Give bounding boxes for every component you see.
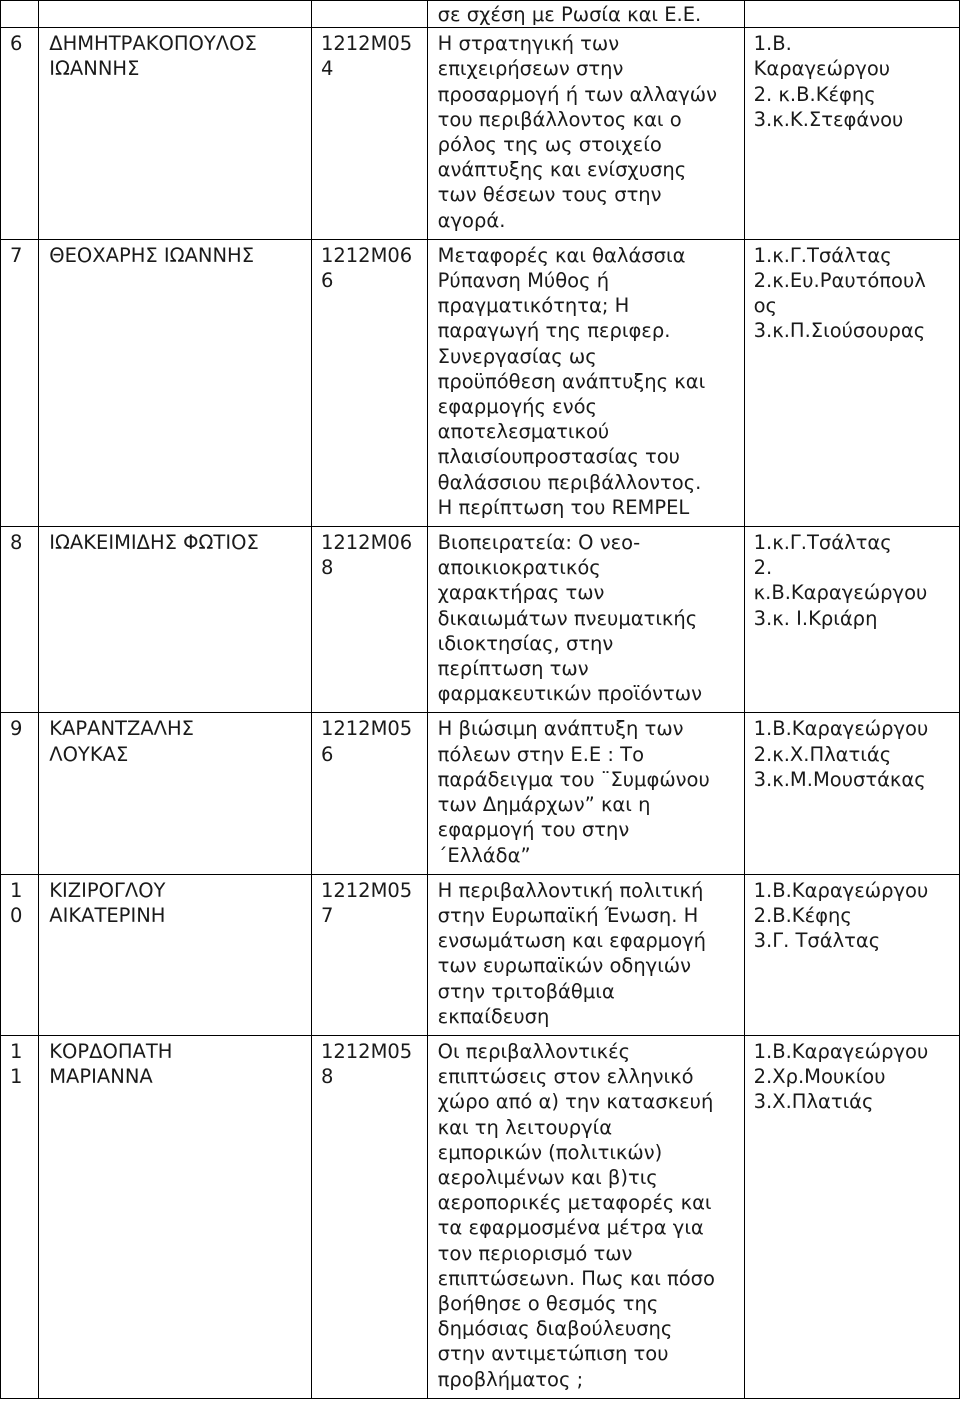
table-row (1, 239, 960, 526)
cell-text-line: 8 (320, 556, 334, 580)
cell-text-line: 3.Χ.Πλατιάς (753, 1090, 874, 1114)
cell-text-line: των θέσεων τους στην (437, 183, 662, 207)
cell-committee (744, 28, 959, 240)
cell-text-line: 2.Χρ.Μουκίου (753, 1065, 886, 1089)
cell-text-line: ος (753, 294, 778, 318)
table-row (1, 28, 960, 240)
cell-student-name (39, 874, 312, 1035)
cell-text-line: ΄Ελλάδα” (437, 843, 531, 867)
cell-text-line: δημόσιας διαβούλευσης (437, 1317, 673, 1341)
cell-number (1, 527, 39, 713)
cell-text-line: 1.κ.Γ.Τσάλτας (753, 243, 892, 267)
table-row (1, 713, 960, 874)
cell-text-line: 1 (10, 1039, 23, 1063)
cell-text-line: προσαρμογή ή των αλλαγών (437, 82, 717, 106)
cell-text-line: Η στρατηγική των (437, 32, 620, 56)
cell-text-line: επιπτώσεις στον ελληνικό (437, 1065, 694, 1089)
cell-text-line: 2. κ.Β.Κέφης (753, 82, 876, 106)
cell-text-line: χαρακτήρας των (437, 581, 605, 605)
cell-number (1, 28, 39, 240)
cell-text-line: 1212Μ05 (320, 32, 413, 56)
thesis-table-body (1, 1, 960, 1399)
cell-student-name (39, 28, 312, 240)
cell-student-code (311, 28, 427, 240)
cell-text-line: 1.Β.Καραγεώργου (753, 717, 929, 741)
cell-text-line: Η περιβαλλοντική πολιτική (437, 878, 704, 902)
cell-text-line: 3.κ.Κ.Στεφάνου (753, 107, 904, 131)
cell-text-line: αγορά. (437, 208, 506, 232)
cell-student-code (311, 713, 427, 874)
cell-text-line: αεροπορικές μεταφορές και (437, 1191, 712, 1215)
cell-text-line: παράδειγμα του ¨Συμφώνου (437, 767, 710, 791)
cell-text-line: 1.Β.Καραγεώργου (753, 1039, 929, 1063)
cell-thesis-title (427, 874, 744, 1035)
cell-text-line: αποτελεσματικού (437, 420, 610, 444)
cell-text-line: παραγωγή της περιφερ. (437, 319, 671, 343)
cell-text-line: προϋπόθεση ανάπτυξης και (437, 369, 706, 393)
cell-committee (744, 239, 959, 526)
cell-text-line: προβλήματος ; (437, 1367, 584, 1391)
cell-text-line: στην Ευρωπαϊκή Ένωση. Η (437, 903, 699, 927)
cell-text-line: του περιβάλλοντος και ο (437, 107, 682, 131)
cell-text-line: 2.κ.Ευ.Ραυτόπουλ (753, 269, 926, 293)
cell-committee (744, 527, 959, 713)
cell-text-line: 1212Μ06 (320, 531, 413, 555)
cell-text-line: ΚΑΡΑΝΤΖΑΛΗΣ (49, 717, 194, 741)
cell-text-line: 1212Μ06 (320, 243, 413, 267)
cell-committee (744, 874, 959, 1035)
cell-text-line: σε σχέση με Ρωσία και Ε.Ε. (437, 3, 702, 26)
cell-thesis-title (427, 1035, 744, 1398)
cell-text-line: 7 (10, 243, 23, 267)
cell-text-line: 2.κ.Χ.Πλατιάς (753, 742, 892, 766)
cell-student-name (39, 1035, 312, 1398)
cell-student-name (39, 713, 312, 874)
cell-text-line: 3.κ.Μ.Μουστάκας (753, 767, 926, 791)
cell-text-line: των Δημάρχων” και η (437, 793, 651, 817)
cell-text-line: Η περίπτωση του REMPEL (437, 495, 690, 519)
cell-text-line: 4 (320, 57, 334, 81)
cell-text-line: εκπαίδευση (437, 1004, 550, 1028)
cell-text-line: ΘΕΟΧΑΡΗΣ ΙΩΑΝΝΗΣ (49, 243, 255, 267)
cell-text-line: Μεταφορές και θαλάσσια (437, 243, 686, 267)
cell-text-line: αποικιοκρατικός (437, 556, 601, 580)
cell-text-line: Καραγεώργου (753, 57, 891, 81)
cell-text-line: Οι περιβαλλοντικές (437, 1039, 631, 1063)
cell-student-name (39, 1, 312, 28)
cell-text-line: ΑΙΚΑΤΕΡΙΝΗ (49, 903, 166, 927)
cell-text-line: κ.Β.Καραγεώργου (753, 581, 928, 605)
cell-text-line: 2.Β.Κέφης (753, 903, 852, 927)
cell-text-line: ΜΑΡΙΑΝΝΑ (49, 1065, 153, 1089)
cell-text-line: 3.κ.Π.Σιούσουρας (753, 319, 926, 343)
cell-committee (744, 1, 959, 28)
cell-text-line: εμπορικών (πολιτικών) (437, 1140, 663, 1164)
cell-student-name (39, 527, 312, 713)
cell-text-line: 6 (10, 32, 23, 56)
cell-text-line: 1212Μ05 (320, 878, 413, 902)
cell-number (1, 713, 39, 874)
cell-number (1, 874, 39, 1035)
cell-text-line: στην αντιμετώπιση του (437, 1342, 669, 1366)
cell-text-line: 1212Μ05 (320, 1039, 413, 1063)
cell-text-line: 8 (320, 1065, 334, 1089)
cell-committee (744, 713, 959, 874)
cell-text-line: 3.κ. Ι.Κριάρη (753, 606, 878, 630)
cell-thesis-title (427, 239, 744, 526)
cell-text-line: πραγματικότητα; Η (437, 294, 630, 318)
cell-thesis-title (427, 713, 744, 874)
cell-text-line: ιδιοκτησίας, στην (437, 631, 614, 655)
cell-text-line: ΚΟΡΔΟΠΑΤΗ (49, 1039, 173, 1063)
table-row (1, 527, 960, 713)
cell-text-line: ΔΗΜΗΤΡΑΚΟΠΟΥΛΟΣ (49, 32, 257, 56)
cell-text-line: 3.Γ. Τσάλτας (753, 929, 881, 953)
cell-text-line: 6 (320, 742, 334, 766)
cell-text-line: 1 (10, 878, 23, 902)
cell-text-line: δικαιωμάτων πνευματικής (437, 606, 698, 630)
cell-student-name (39, 239, 312, 526)
cell-text-line: ρόλος της ως στοιχείο (437, 133, 662, 157)
cell-number (1, 239, 39, 526)
table-row (1, 1035, 960, 1398)
cell-thesis-title (427, 28, 744, 240)
cell-text-line: βοήθησε ο θεσμός της (437, 1291, 659, 1315)
cell-text-line: ανάπτυξης και ενίσχυσης (437, 158, 687, 182)
cell-text-line: θαλάσσιου περιβάλλοντος. (437, 470, 702, 494)
cell-text-line: των ευρωπαϊκών οδηγιών (437, 954, 692, 978)
cell-text-line: 6 (320, 269, 334, 293)
cell-student-code (311, 239, 427, 526)
table-row (1, 1, 960, 28)
cell-text-line: ΛΟΥΚΑΣ (49, 742, 129, 766)
cell-number (1, 1, 39, 28)
cell-text-line: αερολιμένων και β)τις (437, 1165, 658, 1189)
cell-thesis-title (427, 1, 744, 28)
cell-text-line: ΚΙΖΙΡΟΓΛΟΥ (49, 878, 166, 902)
cell-student-code (311, 527, 427, 713)
cell-thesis-title (427, 527, 744, 713)
cell-text-line: 1.κ.Γ.Τσάλτας (753, 531, 892, 555)
cell-text-line: επιχειρήσεων στην (437, 57, 624, 81)
cell-text-line: 8 (10, 531, 23, 555)
cell-text-line: 7 (320, 903, 334, 927)
cell-text-line: πλαισίουπροστασίας του (437, 445, 680, 469)
cell-committee (744, 1035, 959, 1398)
cell-text-line: 1.Β. (753, 32, 792, 56)
cell-text-line: περίπτωση των (437, 657, 589, 681)
cell-text-line: τον περιορισμό των (437, 1241, 633, 1265)
cell-text-line: πόλεων στην Ε.Ε : Το (437, 742, 645, 766)
cell-text-line: 9 (10, 717, 23, 741)
cell-student-code (311, 1, 427, 28)
cell-text-line: ΙΩΑΚΕΙΜΙΔΗΣ ΦΩΤΙΟΣ (49, 531, 259, 555)
cell-text-line: φαρμακευτικών προϊόντων (437, 682, 703, 706)
cell-student-code (311, 1035, 427, 1398)
cell-text-line: εφαρμογή του στην (437, 818, 630, 842)
cell-text-line: Ρύπανση Μύθος ή (437, 269, 610, 293)
cell-text-line: Συνεργασίας ως (437, 344, 597, 368)
cell-text-line: στην τριτοβάθμια (437, 979, 615, 1003)
cell-text-line: 1212Μ05 (320, 717, 413, 741)
cell-text-line: Η βιώσιμη ανάπτυξη των (437, 717, 684, 741)
cell-text-line: 1 (10, 1065, 23, 1089)
cell-text-line: τα εφαρμοσμένα μέτρα για (437, 1216, 704, 1240)
cell-student-code (311, 874, 427, 1035)
cell-text-line: χώρο από α) την κατασκευή (437, 1090, 714, 1114)
cell-text-line: 1.Β.Καραγεώργου (753, 878, 929, 902)
cell-text-line: 0 (10, 903, 23, 927)
cell-text-line: Βιοπειρατεία: Ο νεο- (437, 531, 641, 555)
cell-text-line: επιπτώσεωνn. Πως και πόσο (437, 1266, 715, 1290)
cell-text-line: 2. (753, 556, 773, 580)
cell-text-line: ΙΩΑΝΝΗΣ (49, 57, 140, 81)
cell-text-line: εφαρμογής ενός (437, 395, 597, 419)
cell-text-line: ενσωμάτωση και εφαρμογή (437, 929, 707, 953)
cell-number (1, 1035, 39, 1398)
table-row (1, 874, 960, 1035)
cell-text-line: και τη λειτουργία (437, 1115, 613, 1139)
